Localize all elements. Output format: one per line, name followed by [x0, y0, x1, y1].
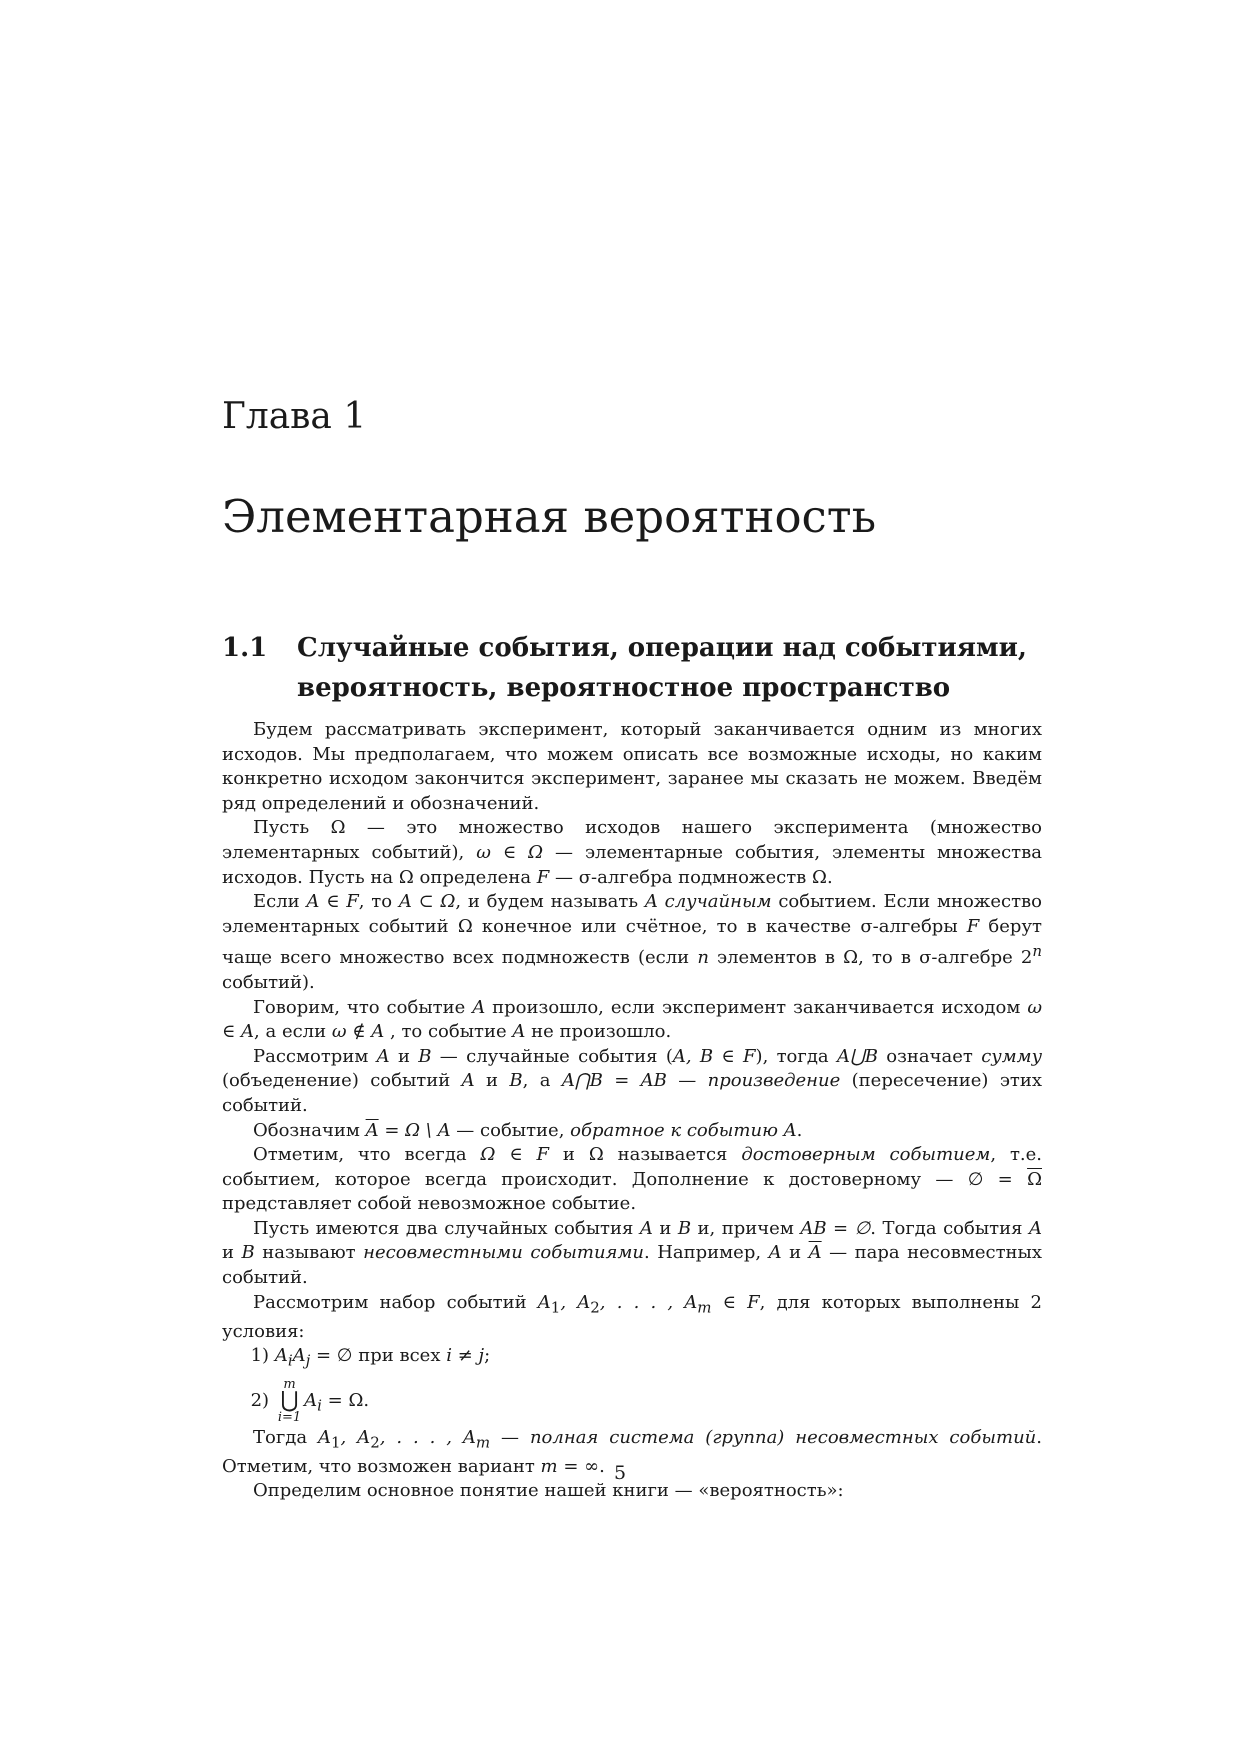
paragraph-4: Говорим, что событие A произошло, если эксперимент заканчивается исходом ω ∈ A, а если ω ∉ A , то событие A не произошло.: [222, 996, 1042, 1043]
section-title-line-1: Случайные события, операции над событиями,: [297, 633, 1027, 663]
paragraph-3: Если A ∈ F, то A ⊂ Ω, и будем называть A случайным событием. Если множество элементарных событий Ω конечное или счётное, то в качестве σ-алгебры F берут чаще всего множество всех подмножеств (если n элементов в Ω, то в σ-алгебре 2$^n$ событий).: [222, 891, 1042, 993]
paragraph-7: Отметим, что всегда Ω ∈ F и Ω называется достоверным событием, т.е. событием, которое всегда происходит. Дополнение к достоверному — ∅ = $\overline{\Omega}$ представляет собой невозможное событие.: [222, 1144, 1042, 1215]
body-text: [222, 718, 1042, 1504]
paragraph-1: Будем рассматривать эксперимент, который заканчивается одним из многих исходов. Мы предполагаем, что можем описать все возможные исходы, но каким конкретно исходом закончится эксперимент, заранее мы сказать не можем. Введём ряд определений и обозначений.: [222, 719, 1042, 814]
paragraph-11: Определим основное понятие нашей книги — «вероятность»:: [253, 1480, 844, 1502]
paragraph-9: Рассмотрим набор событий $A_1$, $A_2$, . . . , $A_m$ ∈ F, для которых выполнены 2 условия:: [222, 1291, 1042, 1342]
condition-2: ​ 2) m ⋃ i=1 $A_i = \Omega$.: [222, 1376, 370, 1425]
paragraph-8: Пусть имеются два случайных события A и B и, причем AB = ∅. Тогда события A и B называют несовместными событиями. Например, A и $\overline{A}$ — пара несовместных событий.: [222, 1217, 1043, 1289]
paragraph-6: Обозначим $\overline{A} = \Omega$ \ A — событие, обратное к событию A.: [253, 1119, 803, 1141]
union-operator: m ⋃ i=1: [277, 1376, 302, 1425]
paragraph-2: Пусть Ω — это множество исходов нашего эксперимента (множество элементарных событий), ω ∈ Ω — элементарные события, элементы множества исходов. Пусть на Ω определена F — σ-алгебра подмножеств Ω.: [222, 817, 1042, 888]
chapter-label: Глава 1: [222, 396, 367, 437]
chapter-title: Элементарная вероятность: [222, 490, 877, 543]
section-heading: [222, 628, 1042, 708]
condition-1: ​ 1) $A_iA_j$ = ∅ при всех i ≠ j;: [222, 1345, 491, 1371]
section-number: 1.1: [222, 633, 268, 663]
paragraph-10: Тогда $A_1$, $A_2$, . . . , $A_m$ — полная система (группа) несовместных событий. Отметим, что возможен вариант m = ∞.: [222, 1426, 1042, 1477]
paragraph-5: Рассмотрим A и B — случайные события (A, B ∈ F), тогда A⋃B означает сумму (объеденение) событий A и B, а A⋂B = AB — произведение (пересечение) этих событий.: [222, 1045, 1043, 1116]
section-title-line-2: вероятность, вероятностное пространство: [297, 673, 951, 703]
page-number: 5: [613, 1462, 627, 1484]
